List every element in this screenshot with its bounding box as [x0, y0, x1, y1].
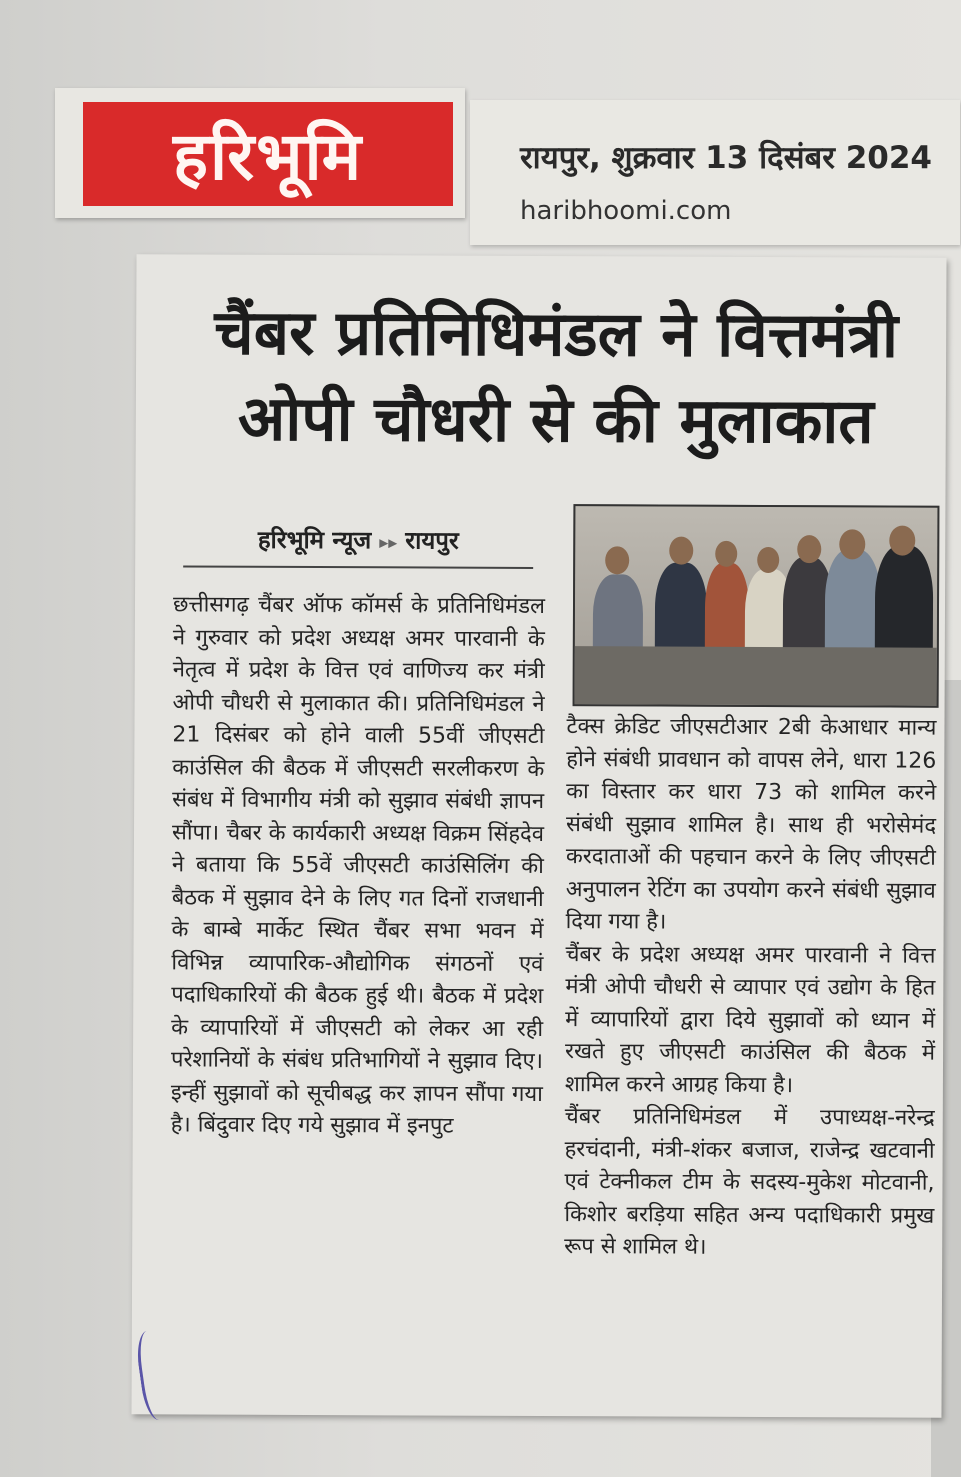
article-photo	[573, 504, 940, 708]
right-column-paragraph-1: टैक्स क्रेडिट जीएसटीआर 2बी केआधार मान्य होने संबंधी प्रावधान को वापस लेने, धारा 126 का विस्तार कर धारा 73 को शामिल करने संबंधी सुझाव शामिल है। साथ ही भरोसेमंद करदाताओं की पहचान करने के लिए जीएसटी अनुपालन रेटिंग का उपयोग करने संबंधी सुझाव दिया गया है।	[565, 714, 937, 935]
logo-text: हरिभूमि	[172, 118, 364, 195]
byline-city: रायपुर	[405, 526, 459, 555]
byline	[183, 522, 533, 569]
byline-rule	[183, 565, 533, 569]
right-column-paragraph-3: चैंबर प्रतिनिधिमंडल में उपाध्यक्ष-नरेन्द्र हरचंदानी, मंत्री-शंकर बजाज, राजेन्द्र खटवानी एवं टेक्नीकल टीम के सदस्य-मुकेश मोटवानी, किशोर बरड़िया सहित अन्य पदाधिकारी प्रमुख रूप से शामिल थे।	[564, 1104, 935, 1260]
dateline-text: रायपुर, शुक्रवार 13 दिसंबर 2024	[520, 140, 932, 176]
article-left-column	[171, 589, 545, 1143]
byline-source: हरिभूमि न्यूज	[257, 525, 372, 555]
article-right-column	[564, 711, 936, 1265]
left-column-text: छत्तीसगढ़ चैंबर ऑफ कॉमर्स के प्रतिनिधिमंडल ने गुरुवार को प्रदेश अध्यक्ष अमर पारवानी के नेतृत्व में प्रदेश के वित्त एवं वाणिज्य कर मंत्री ओपी चौधरी से मुलाकात की। प्रतिनिधिमंडल ने 21 दिसंबर को होने वाली 55वीं जीएसटी काउंसिल की बैठक में जीएसटी सरलीकरण के संबंध में विभागीय मंत्री को सुझाव संबंधी ज्ञापन सौंपा। चैबर के कार्यकारी अध्यक्ष विक्रम सिंहदेव ने बताया कि 55वें जीएसटी काउंसिलिंग की बैठक में सुझाव देने के लिए गत दिनों राजधानी के बाम्बे मार्केट स्थित चैंबर सभा भवन में विभिन्न व्यापारिक-औद्योगिक संगठनों एवं पदाधिकारियों की बैठक हुई थी। बैठक में प्रदेश के व्यापारियों में जीएसटी को लेकर आ रही परेशानियों के संबंध प्रतिभागियों ने सुझाव दिए। इन्हीं सुझावों को सूचीबद्ध कर ज्ञापन सौंपा गया है। बिंदुवार दिए गये सुझाव में इनपुट	[170, 592, 546, 1139]
dateline-clipping	[470, 100, 960, 245]
right-column-paragraph-2: चैंबर के प्रदेश अध्यक्ष अमर पारवानी ने वित्त मंत्री ओपी चौधरी से व्यापार एवं उद्योग के हित में व्यापारियों द्वारा दिये सुझावों को ध्यान में रखते हुए जीएसटी काउंसिल की बैठक में शामिल करने आग्रह किया है।	[564, 941, 936, 1098]
newspaper-logo	[83, 102, 453, 206]
byline-separator: ▸▸	[379, 532, 398, 554]
website-text: haribhoomi.com	[520, 196, 732, 226]
headline-line-1: चैंबर प्रतिनिधिमंडल ने वित्तमंत्री	[214, 295, 899, 372]
masthead-clipping	[55, 88, 465, 218]
article-clipping	[131, 254, 946, 1418]
headline-line-2: ओपी चौधरी से की मुलाकात	[237, 381, 874, 458]
